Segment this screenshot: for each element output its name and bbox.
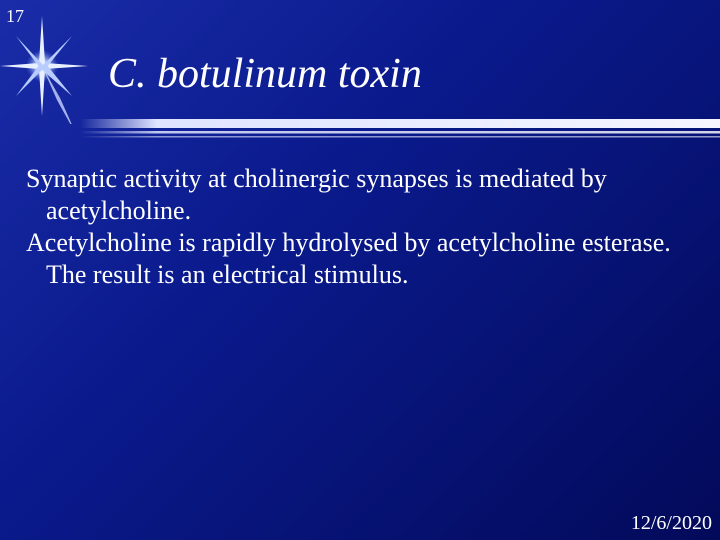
slide-title: C. botulinum toxin — [108, 51, 422, 97]
body-paragraph-2: Acetylcholine is rapidly hydrolysed by acetylcholine esterase. The result is an electrical stimulus. — [26, 228, 671, 289]
slide-body — [26, 163, 716, 291]
sparkle-star-icon — [0, 14, 90, 124]
title-rule — [80, 117, 720, 141]
slide-date: 12/6/2020 — [630, 512, 712, 534]
slide-number: 17 — [6, 6, 24, 26]
body-paragraph-1: Synaptic activity at cholinergic synapses is mediated by acetylcholine. — [26, 164, 607, 225]
